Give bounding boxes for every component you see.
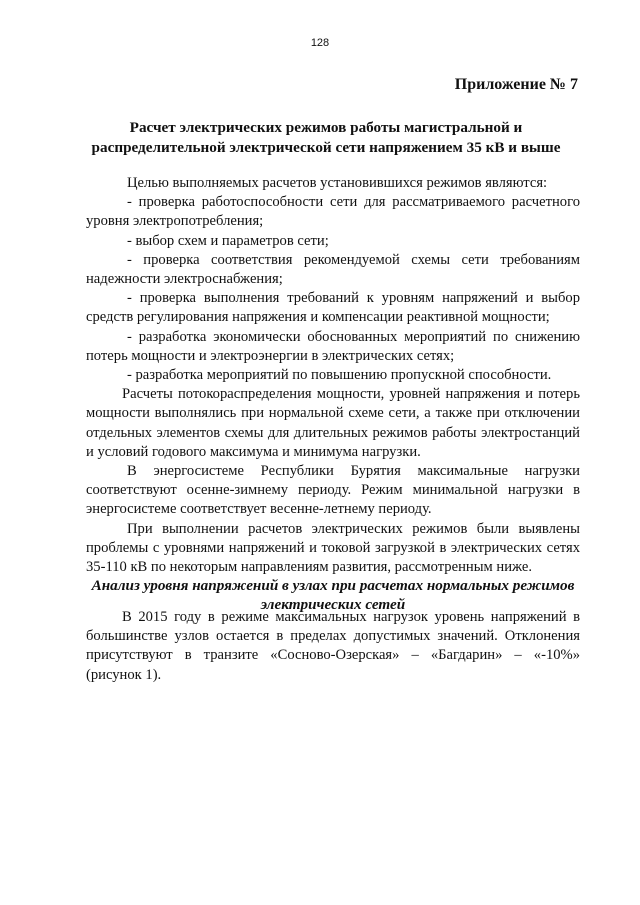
document-title: Расчет электрических режимов работы магистральной и распределительной электрической сети напряжением 35 кВ и выше bbox=[91, 119, 561, 156]
appendix-label: Приложение № 7 bbox=[454, 76, 578, 93]
bullet-item: - проверка работоспособности сети для рассматриваемого расчетного уровня электропотребления; bbox=[86, 194, 580, 230]
body-paragraph: В энергосистеме Республики Бурятия максимальные нагрузки соответствуют осенне-зимнему периоду. Режим минимальной нагрузки в энергосистеме соответствует весенне-летнему периоду. bbox=[86, 463, 580, 518]
body-paragraph: Расчеты потокораспределения мощности, уровней напряжения и потерь мощности выполнялись при нормальной схеме сети, а также при отключении отдельных элементов схемы для длительных режимов работы электростанций и условий годового максимума и минимума нагрузки. bbox=[86, 386, 580, 460]
body-paragraph: При выполнении расчетов электрических режимов были выявлены проблемы с уровнями напряжений и токовой загрузкой в электрических сетях 35-110 кВ по некоторым направлениям развития, рассмотренным ниже. bbox=[86, 520, 580, 576]
section-paragraph: В 2015 году в режиме максимальных нагрузок уровень напряжений в большинстве узлов остается в пределах допустимых значений. Отклонения присутствуют в транзите «Сосново-Озерская» – «Багдарин» – «-10%» (рисунок 1). bbox=[86, 609, 580, 683]
bullet-item: - проверка выполнения требований к уровням напряжений и выбор средств регулирования напряжения и компенсации реактивной мощности; bbox=[86, 290, 580, 326]
section-heading: Анализ уровня напряжений в узлах при расчетах нормальных режимов электрических сетей bbox=[91, 577, 575, 613]
bullet-item: - разработка мероприятий по повышению пропускной способности. bbox=[127, 367, 552, 384]
document-body bbox=[86, 174, 580, 577]
section-body bbox=[86, 608, 580, 685]
bullet-item: - разработка экономически обоснованных мероприятий по снижению потерь мощности и электроэнергии в электрических сетях; bbox=[86, 328, 580, 364]
page-number: 128 bbox=[310, 37, 330, 49]
bullet-item: - выбор схем и параметров сети; bbox=[127, 232, 329, 249]
body-paragraph: Целью выполняемых расчетов установившихся режимов являются: bbox=[127, 175, 548, 191]
bullet-item: - проверка соответствия рекомендуемой схемы сети требованиям надежности электроснабжения; bbox=[86, 251, 580, 288]
